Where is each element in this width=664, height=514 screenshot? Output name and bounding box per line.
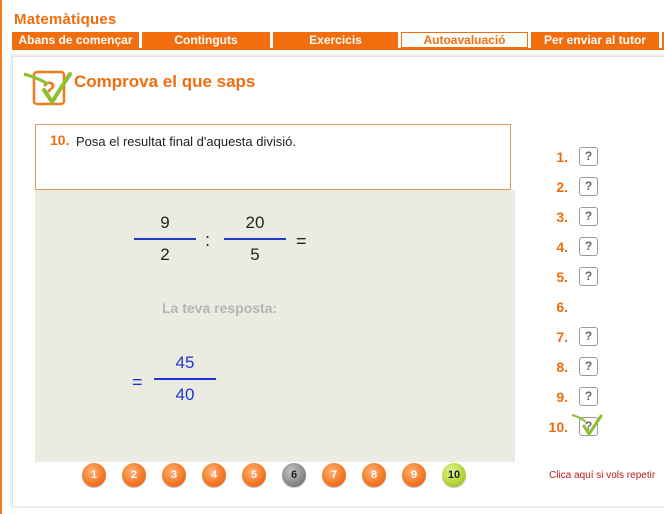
left-edge-divider (2, 0, 3, 514)
side-item-number: 7. (556, 329, 568, 345)
tab-continguts[interactable]: Continguts (142, 32, 270, 48)
question-box-icon: ? (579, 327, 598, 346)
fraction-right-bar (224, 238, 286, 240)
tab-per-enviar-al-tutor[interactable]: Per enviar al tutor (531, 32, 659, 48)
question-box-icon: ? (579, 417, 598, 436)
app-title: Matemàtiques (14, 11, 117, 28)
answer-equals: = (132, 372, 143, 392)
main-nav (12, 32, 664, 48)
division-operator: : (205, 230, 211, 250)
question-box-icon: ? (579, 207, 598, 226)
answer-fraction-bar (154, 378, 216, 380)
question-box-icon: ? (579, 387, 598, 406)
side-item-number: 8. (556, 359, 568, 375)
answer-denominator[interactable]: 40 (175, 385, 195, 404)
question-text: Posa el resultat final d'aquesta divisió. (76, 134, 296, 149)
side-item-1[interactable] (546, 146, 616, 170)
side-item-9[interactable] (546, 386, 616, 410)
fraction-left-numerator: 9 (160, 213, 170, 232)
fraction-right (224, 212, 286, 266)
fraction-left-denominator: 2 (160, 245, 170, 264)
fraction-right-numerator: 20 (245, 213, 265, 232)
fraction-left-bar (134, 238, 196, 240)
side-item-number: 2. (556, 179, 568, 195)
pager-button-2[interactable]: 2 (122, 463, 146, 487)
question-box-icon: ? (579, 147, 598, 166)
pager-button-8[interactable]: 8 (362, 463, 386, 487)
fraction-left (134, 212, 196, 266)
side-item-number: 6. (556, 299, 568, 315)
tab-autoavaluacio[interactable]: Autoavaluació (401, 32, 528, 48)
answer-numerator[interactable]: 45 (175, 353, 195, 372)
tab-abans-de-comencar[interactable]: Abans de començar (12, 32, 139, 48)
side-item-number: 4. (556, 239, 568, 255)
pager-button-9[interactable]: 9 (402, 463, 426, 487)
pager-button-7[interactable]: 7 (322, 463, 346, 487)
pager-button-3[interactable]: 3 (162, 463, 186, 487)
side-item-2[interactable] (546, 176, 616, 200)
side-item-8[interactable] (546, 356, 616, 380)
side-item-6[interactable] (546, 296, 616, 320)
side-item-number: 5. (556, 269, 568, 285)
side-item-3[interactable] (546, 206, 616, 230)
tab-exercicis[interactable]: Exercicis (273, 32, 398, 48)
nav-underline (12, 48, 664, 50)
question-number: 10. (50, 132, 70, 148)
answer-fraction (154, 352, 216, 406)
answer-label: La teva resposta: (162, 300, 278, 316)
question-box-icon: ? (579, 267, 598, 286)
section-title: Comprova el que saps (74, 72, 256, 91)
question-box-icon: ? (579, 237, 598, 256)
pager-button-5[interactable]: 5 (242, 463, 266, 487)
pager-button-6[interactable]: 6 (282, 463, 306, 487)
side-item-5[interactable] (546, 266, 616, 290)
check-icon (571, 412, 605, 440)
side-item-number: 10. (548, 419, 568, 435)
pager-button-1[interactable]: 1 (82, 463, 106, 487)
expression-equals: = (296, 231, 307, 251)
side-item-number: 9. (556, 389, 568, 405)
question-check-icon (22, 68, 74, 108)
side-item-7[interactable] (546, 326, 616, 350)
side-item-10[interactable] (546, 416, 616, 440)
side-item-number: 3. (556, 209, 568, 225)
pager-button-10[interactable]: 10 (442, 463, 466, 487)
repeat-link[interactable]: Clica aquí si vols repetir (549, 470, 656, 481)
side-item-4[interactable] (546, 236, 616, 260)
question-box-icon: ? (579, 177, 598, 196)
side-item-number: 1. (556, 149, 568, 165)
svg-text:?: ? (42, 77, 56, 102)
fraction-right-denominator: 5 (250, 245, 260, 264)
question-box (35, 124, 511, 190)
pager-button-4[interactable]: 4 (202, 463, 226, 487)
question-box-icon: ? (579, 357, 598, 376)
